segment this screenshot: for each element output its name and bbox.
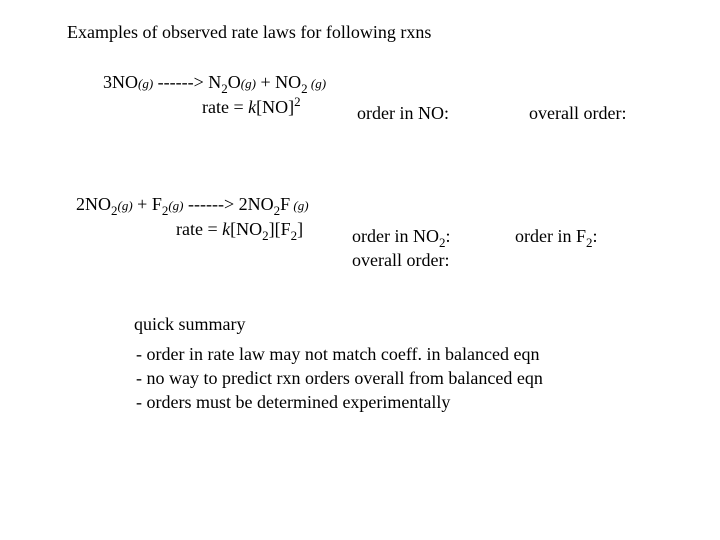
r1-rate-prefix: rate = — [202, 97, 249, 117]
r2-reactant-a: 2NO — [76, 194, 111, 214]
summary-item: - no way to predict rxn orders overall from balanced eqn — [136, 368, 543, 388]
r2-rate-conc2-end: ] — [297, 219, 304, 239]
r1-arrow-n: ------> N — [153, 72, 222, 92]
r2-order-no2-sub: 2 — [438, 235, 446, 250]
r2-state-a: (g) — [117, 198, 133, 213]
r1-rate-exponent: 2 — [294, 94, 301, 109]
reaction2-equation — [76, 194, 309, 218]
r1-state-a: (g) — [138, 76, 154, 91]
summary-item: - order in rate law may not match coeff. in balanced eqn — [136, 344, 540, 364]
r1-plus-no: + NO — [255, 72, 302, 92]
reaction2-rate-law — [176, 219, 304, 243]
r2-plus-f: + F — [132, 194, 162, 214]
r2-sub-b: 2 — [161, 203, 169, 218]
r2-sub-c: 2 — [273, 203, 281, 218]
r2-order-no2-colon: : — [445, 226, 451, 246]
r1-rate-k: k — [248, 97, 257, 117]
r2-rate-conc1: [NO — [230, 219, 263, 239]
r2-order-no2-text: order in NO — [352, 226, 439, 246]
r1-sub-b: 2 — [221, 81, 228, 96]
r1-state-b: (g) — [240, 76, 256, 91]
r1-rate-conc: [NO] — [256, 97, 295, 117]
r2-overall-order: overall order: — [352, 250, 450, 270]
r1-reactant-a: 3NO — [103, 72, 138, 92]
r2-product-f: F — [280, 194, 291, 214]
r1-overall-order: overall order: — [529, 103, 627, 123]
r2-rate-conc1-end: ][F — [268, 219, 291, 239]
r2-order-in-f2 — [515, 226, 598, 250]
r1-sub-c: 2 — [301, 81, 308, 96]
r2-rate-prefix: rate = — [176, 219, 223, 239]
r2-rate-sub2: 2 — [290, 228, 298, 243]
reaction1-rate-law — [202, 94, 301, 117]
r2-order-f2-colon: : — [592, 226, 598, 246]
r2-sub-a: 2 — [111, 203, 118, 218]
r2-rate-k: k — [222, 219, 231, 239]
r2-order-in-no2 — [352, 226, 451, 250]
r1-order-in-no: order in NO: — [357, 103, 449, 123]
r2-order-f2-sub: 2 — [586, 235, 593, 250]
r2-state-c: (g) — [290, 198, 309, 213]
slide-title: Examples of observed rate laws for following rxns — [67, 22, 432, 42]
reaction1-equation — [103, 72, 327, 96]
r1-product-b: O — [227, 72, 241, 92]
summary-heading: quick summary — [134, 314, 246, 334]
summary-item: - orders must be determined experimentally — [136, 392, 451, 412]
r2-state-b: (g) — [168, 198, 184, 213]
r2-order-f2-text: order in F — [515, 226, 586, 246]
r1-state-c: (g) — [307, 76, 327, 91]
r2-arrow-product: ------> 2NO — [183, 194, 274, 214]
r2-rate-sub1: 2 — [262, 228, 269, 243]
